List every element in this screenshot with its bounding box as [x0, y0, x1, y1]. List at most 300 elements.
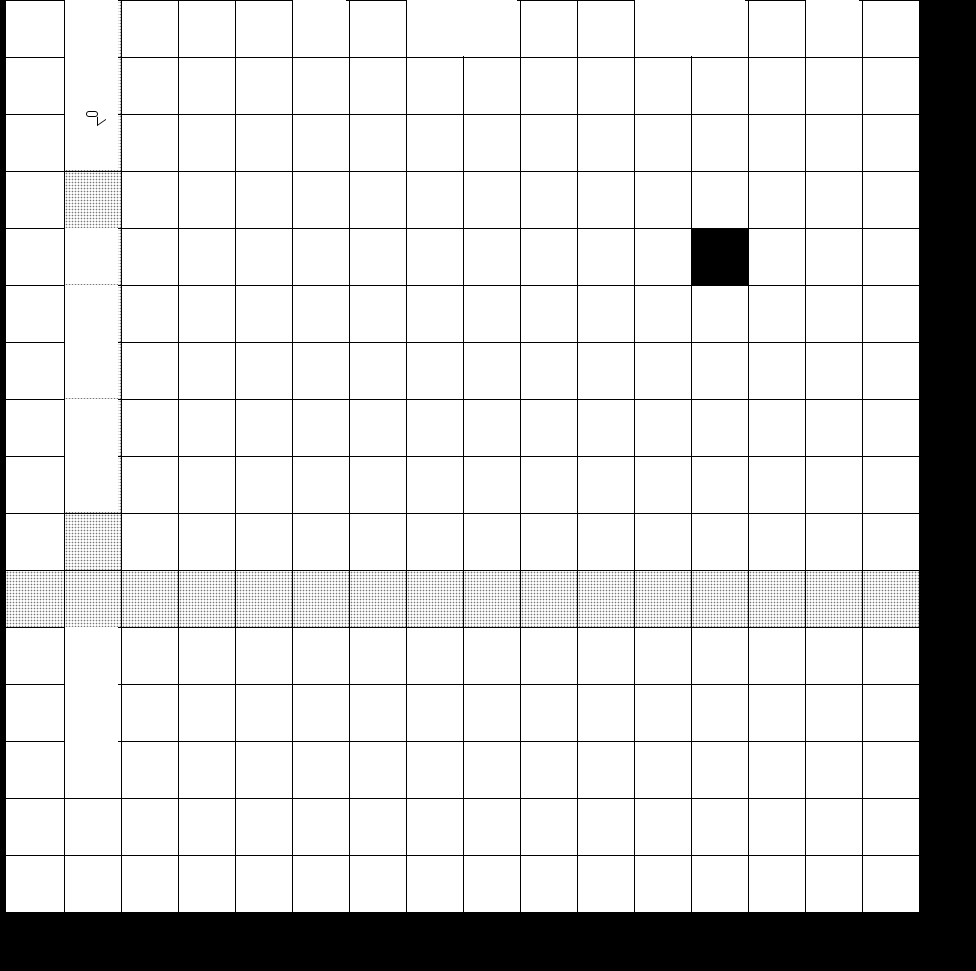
answer-cell[interactable] — [749, 799, 805, 855]
border — [0, 514, 5, 570]
answer-cell-shaded[interactable] — [578, 571, 634, 627]
border — [920, 400, 925, 456]
answer-cell[interactable] — [521, 58, 577, 114]
answer-cell[interactable] — [236, 229, 292, 285]
answer-cell-shaded[interactable] — [65, 571, 121, 627]
answer-cell[interactable] — [806, 628, 862, 684]
answer-cell[interactable] — [464, 286, 520, 342]
answer-cell[interactable] — [407, 229, 463, 285]
answer-cell[interactable] — [350, 685, 406, 741]
border — [920, 913, 925, 918]
border — [0, 685, 5, 741]
answer-cell[interactable] — [122, 400, 178, 456]
border — [920, 685, 925, 741]
answer-cell[interactable] — [6, 286, 64, 342]
answer-cell[interactable] — [6, 172, 64, 228]
answer-cell[interactable] — [749, 400, 805, 456]
answer-cell[interactable] — [407, 742, 463, 798]
answer-cell[interactable] — [521, 685, 577, 741]
answer-cell-shaded[interactable] — [806, 571, 862, 627]
border — [0, 913, 5, 918]
answer-cell[interactable] — [521, 799, 577, 855]
border — [464, 913, 520, 918]
border — [179, 913, 235, 918]
answer-cell[interactable] — [692, 685, 748, 741]
border — [920, 856, 925, 912]
answer-cell[interactable] — [692, 628, 748, 684]
answer-cell[interactable] — [236, 1, 292, 57]
answer-cell[interactable] — [293, 457, 349, 513]
clue-pitkaan — [65, 741, 118, 797]
answer-cell[interactable] — [749, 286, 805, 342]
answer-cell[interactable] — [578, 1, 634, 57]
answer-cell[interactable] — [407, 856, 463, 912]
answer-cell[interactable] — [749, 229, 805, 285]
border — [407, 913, 463, 918]
answer-cell[interactable] — [293, 742, 349, 798]
border — [749, 913, 805, 918]
answer-cell[interactable] — [122, 514, 178, 570]
answer-cell[interactable] — [179, 685, 235, 741]
answer-cell[interactable] — [635, 172, 691, 228]
answer-cell-shaded[interactable] — [293, 571, 349, 627]
border — [65, 913, 121, 918]
answer-cell[interactable] — [578, 343, 634, 399]
answer-cell-shaded[interactable] — [407, 571, 463, 627]
answer-cell[interactable] — [236, 115, 292, 171]
answer-cell[interactable] — [863, 343, 919, 399]
answer-cell[interactable] — [578, 799, 634, 855]
answer-cell[interactable] — [407, 685, 463, 741]
answer-cell[interactable] — [350, 400, 406, 456]
answer-cell[interactable] — [863, 115, 919, 171]
border — [920, 1, 925, 57]
border — [122, 913, 178, 918]
answer-cell[interactable] — [464, 457, 520, 513]
border — [0, 856, 5, 912]
answer-cell[interactable] — [122, 115, 178, 171]
answer-cell[interactable] — [521, 400, 577, 456]
answer-cell[interactable] — [521, 742, 577, 798]
answer-cell[interactable] — [464, 799, 520, 855]
answer-cell[interactable] — [863, 742, 919, 798]
answer-cell[interactable] — [293, 286, 349, 342]
answer-cell[interactable] — [6, 856, 64, 912]
answer-cell[interactable] — [749, 457, 805, 513]
answer-cell[interactable] — [407, 400, 463, 456]
answer-cell-shaded[interactable] — [635, 571, 691, 627]
answer-cell[interactable] — [635, 742, 691, 798]
answer-cell[interactable] — [464, 58, 520, 114]
answer-cell[interactable] — [6, 628, 64, 684]
answer-cell[interactable] — [464, 115, 520, 171]
answer-cell[interactable] — [578, 628, 634, 684]
clue-pyhimyksen-kaupunki — [65, 627, 118, 740]
answer-cell[interactable] — [578, 400, 634, 456]
answer-cell[interactable] — [407, 286, 463, 342]
border — [920, 457, 925, 513]
border — [920, 571, 925, 627]
answer-cell-shaded[interactable] — [65, 799, 121, 855]
border — [350, 913, 406, 918]
border — [863, 913, 919, 918]
border — [806, 913, 862, 918]
border — [578, 913, 634, 918]
answer-cell-shaded[interactable] — [65, 172, 121, 228]
answer-cell[interactable] — [863, 457, 919, 513]
border — [521, 913, 577, 918]
answer-cell[interactable] — [350, 229, 406, 285]
speech-bubble — [86, 111, 98, 117]
border — [920, 58, 925, 114]
answer-cell[interactable] — [122, 1, 178, 57]
answer-cell[interactable] — [179, 514, 235, 570]
answer-cell[interactable] — [350, 172, 406, 228]
clue-talta-sivulta — [806, 0, 859, 56]
answer-cell[interactable] — [6, 742, 64, 798]
answer-cell[interactable] — [635, 685, 691, 741]
answer-cell[interactable] — [122, 457, 178, 513]
answer-cell[interactable] — [236, 685, 292, 741]
answer-cell[interactable] — [6, 400, 64, 456]
answer-cell[interactable] — [236, 514, 292, 570]
answer-cell[interactable] — [464, 628, 520, 684]
answer-cell[interactable] — [578, 685, 634, 741]
answer-cell[interactable] — [350, 58, 406, 114]
answer-cell-shaded[interactable] — [749, 571, 805, 627]
answer-cell[interactable] — [464, 856, 520, 912]
answer-cell[interactable] — [806, 115, 862, 171]
answer-cell[interactable] — [350, 856, 406, 912]
answer-cell[interactable] — [6, 514, 64, 570]
answer-cell[interactable] — [806, 685, 862, 741]
answer-cell[interactable] — [179, 799, 235, 855]
answer-cell[interactable] — [407, 58, 463, 114]
answer-cell[interactable] — [749, 1, 805, 57]
answer-cell[interactable] — [122, 172, 178, 228]
answer-cell[interactable] — [122, 856, 178, 912]
answer-cell[interactable] — [863, 799, 919, 855]
answer-cell[interactable] — [236, 457, 292, 513]
answer-cell[interactable] — [578, 742, 634, 798]
border — [692, 913, 748, 918]
answer-cell[interactable] — [464, 172, 520, 228]
answer-cell[interactable] — [578, 457, 634, 513]
answer-cell[interactable] — [749, 685, 805, 741]
border — [920, 742, 925, 798]
answer-cell[interactable] — [122, 343, 178, 399]
border — [920, 229, 925, 285]
border — [0, 400, 5, 456]
answer-cell[interactable] — [806, 799, 862, 855]
answer-cell[interactable] — [635, 115, 691, 171]
answer-cell[interactable] — [179, 457, 235, 513]
answer-cell[interactable] — [806, 514, 862, 570]
border — [920, 799, 925, 855]
answer-cell[interactable] — [236, 799, 292, 855]
answer-cell[interactable] — [692, 742, 748, 798]
answer-cell-shaded[interactable] — [236, 571, 292, 627]
clue-kuljetettava — [293, 0, 346, 56]
answer-cell[interactable] — [806, 856, 862, 912]
answer-cell[interactable] — [806, 286, 862, 342]
answer-cell[interactable] — [179, 229, 235, 285]
answer-cell[interactable] — [293, 400, 349, 456]
answer-cell[interactable] — [6, 343, 64, 399]
answer-cell[interactable] — [635, 229, 691, 285]
answer-cell[interactable] — [464, 742, 520, 798]
answer-cell[interactable] — [521, 229, 577, 285]
border — [0, 742, 5, 798]
answer-cell[interactable] — [863, 229, 919, 285]
answer-cell[interactable] — [578, 115, 634, 171]
answer-cell[interactable] — [350, 1, 406, 57]
answer-cell[interactable] — [350, 457, 406, 513]
answer-cell[interactable] — [863, 1, 919, 57]
answer-cell-shaded[interactable] — [6, 571, 64, 627]
border — [0, 286, 5, 342]
answer-cell[interactable] — [6, 457, 64, 513]
answer-cell[interactable] — [350, 343, 406, 399]
answer-cell[interactable] — [407, 799, 463, 855]
answer-cell[interactable] — [635, 58, 691, 114]
border — [920, 514, 925, 570]
answer-cell[interactable] — [293, 343, 349, 399]
answer-cell[interactable] — [578, 58, 634, 114]
border — [0, 571, 5, 627]
answer-cell[interactable] — [806, 742, 862, 798]
answer-cell[interactable] — [749, 115, 805, 171]
answer-cell[interactable] — [521, 628, 577, 684]
answer-cell[interactable] — [863, 685, 919, 741]
answer-cell[interactable] — [350, 742, 406, 798]
answer-cell[interactable] — [692, 514, 748, 570]
answer-cell[interactable] — [293, 58, 349, 114]
clue-opin-kylla — [65, 57, 118, 170]
answer-cell[interactable] — [521, 856, 577, 912]
answer-cell[interactable] — [806, 58, 862, 114]
border — [920, 115, 925, 171]
answer-cell[interactable] — [407, 514, 463, 570]
answer-cell[interactable] — [578, 856, 634, 912]
answer-cell-shaded[interactable] — [464, 571, 520, 627]
answer-cell[interactable] — [236, 343, 292, 399]
border — [6, 913, 64, 918]
answer-cell[interactable] — [692, 457, 748, 513]
answer-cell[interactable] — [350, 286, 406, 342]
answer-cell[interactable] — [806, 172, 862, 228]
answer-cell[interactable] — [6, 58, 64, 114]
answer-cell[interactable] — [122, 742, 178, 798]
answer-cell[interactable] — [122, 286, 178, 342]
answer-cell[interactable] — [293, 799, 349, 855]
border — [0, 172, 5, 228]
border — [635, 913, 691, 918]
border — [0, 799, 5, 855]
answer-cell[interactable] — [293, 628, 349, 684]
answer-cell[interactable] — [293, 172, 349, 228]
answer-cell[interactable] — [863, 400, 919, 456]
answer-cell[interactable] — [749, 856, 805, 912]
answer-cell[interactable] — [635, 514, 691, 570]
clue-ujo-kuva-kreikassa — [635, 0, 745, 56]
answer-cell-shaded[interactable] — [65, 514, 121, 570]
border — [0, 58, 5, 114]
answer-cell[interactable] — [749, 628, 805, 684]
clue-pitkaraajaiset — [65, 399, 118, 512]
answer-cell[interactable] — [692, 58, 748, 114]
answer-cell[interactable] — [350, 628, 406, 684]
answer-cell[interactable] — [521, 172, 577, 228]
answer-cell[interactable] — [635, 286, 691, 342]
clue-tipu — [65, 858, 118, 898]
border — [293, 913, 349, 918]
answer-cell[interactable] — [122, 799, 178, 855]
answer-cell[interactable] — [293, 514, 349, 570]
answer-cell[interactable] — [521, 343, 577, 399]
answer-cell[interactable] — [635, 343, 691, 399]
answer-cell[interactable] — [236, 628, 292, 684]
answer-cell[interactable] — [863, 286, 919, 342]
answer-cell[interactable] — [6, 685, 64, 741]
answer-cell[interactable] — [806, 457, 862, 513]
answer-cell[interactable] — [749, 58, 805, 114]
answer-cell[interactable] — [692, 856, 748, 912]
answer-cell[interactable] — [863, 856, 919, 912]
answer-cell[interactable] — [806, 400, 862, 456]
answer-cell[interactable] — [464, 685, 520, 741]
answer-cell-shaded[interactable] — [863, 571, 919, 627]
answer-cell[interactable] — [350, 115, 406, 171]
border — [0, 115, 5, 171]
answer-cell[interactable] — [6, 799, 64, 855]
answer-cell[interactable] — [6, 115, 64, 171]
border — [0, 628, 5, 684]
answer-cell[interactable] — [293, 856, 349, 912]
answer-cell[interactable] — [236, 58, 292, 114]
answer-cell[interactable] — [635, 457, 691, 513]
border — [0, 343, 5, 399]
answer-cell[interactable] — [179, 1, 235, 57]
border — [920, 172, 925, 228]
answer-cell[interactable] — [749, 172, 805, 228]
border — [920, 343, 925, 399]
border — [920, 286, 925, 342]
border — [920, 628, 925, 684]
answer-cell[interactable] — [635, 628, 691, 684]
answer-cell[interactable] — [293, 685, 349, 741]
answer-cell[interactable] — [179, 400, 235, 456]
answer-cell[interactable] — [407, 457, 463, 513]
clue-kaksimastoinen — [407, 0, 517, 56]
answer-cell[interactable] — [692, 115, 748, 171]
answer-cell[interactable] — [464, 343, 520, 399]
answer-cell-shaded[interactable] — [350, 571, 406, 627]
answer-cell[interactable] — [236, 286, 292, 342]
answer-cell[interactable] — [578, 286, 634, 342]
answer-cell[interactable] — [692, 172, 748, 228]
answer-cell[interactable] — [692, 343, 748, 399]
answer-cell[interactable] — [6, 1, 64, 57]
answer-cell[interactable] — [179, 286, 235, 342]
answer-cell[interactable] — [635, 400, 691, 456]
answer-cell[interactable] — [464, 514, 520, 570]
answer-cell[interactable] — [692, 400, 748, 456]
answer-cell[interactable] — [179, 58, 235, 114]
answer-cell[interactable] — [236, 172, 292, 228]
answer-cell[interactable] — [521, 286, 577, 342]
answer-cell[interactable] — [521, 514, 577, 570]
answer-cell[interactable] — [350, 799, 406, 855]
answer-cell-shaded[interactable] — [122, 571, 178, 627]
answer-cell[interactable] — [122, 685, 178, 741]
border — [0, 457, 5, 513]
answer-cell[interactable] — [293, 115, 349, 171]
answer-cell[interactable] — [179, 343, 235, 399]
answer-cell[interactable] — [863, 514, 919, 570]
answer-cell[interactable] — [578, 514, 634, 570]
answer-cell[interactable] — [635, 856, 691, 912]
answer-cell[interactable] — [806, 343, 862, 399]
answer-cell[interactable] — [806, 229, 862, 285]
answer-cell[interactable] — [692, 286, 748, 342]
answer-cell[interactable] — [122, 58, 178, 114]
answer-cell[interactable] — [521, 115, 577, 171]
answer-cell[interactable] — [635, 799, 691, 855]
answer-cell[interactable] — [749, 343, 805, 399]
answer-cell[interactable] — [122, 628, 178, 684]
answer-cell[interactable] — [179, 742, 235, 798]
answer-cell[interactable] — [350, 514, 406, 570]
answer-cell[interactable] — [179, 856, 235, 912]
answer-cell[interactable] — [578, 229, 634, 285]
clue-tukkiihuokosia — [65, 285, 118, 398]
answer-cell[interactable] — [521, 457, 577, 513]
answer-cell[interactable] — [293, 229, 349, 285]
answer-cell[interactable] — [692, 799, 748, 855]
answer-cell[interactable] — [407, 115, 463, 171]
answer-cell[interactable] — [749, 514, 805, 570]
answer-cell[interactable] — [236, 856, 292, 912]
answer-cell[interactable] — [578, 172, 634, 228]
answer-cell[interactable] — [407, 628, 463, 684]
answer-cell-shaded[interactable] — [692, 571, 748, 627]
answer-cell[interactable] — [236, 400, 292, 456]
answer-cell[interactable] — [464, 229, 520, 285]
border — [0, 1, 5, 57]
answer-cell — [692, 229, 748, 285]
answer-cell[interactable] — [236, 742, 292, 798]
answer-cell[interactable] — [407, 343, 463, 399]
answer-cell-shaded[interactable] — [521, 571, 577, 627]
answer-cell[interactable] — [179, 172, 235, 228]
answer-cell[interactable] — [863, 172, 919, 228]
answer-cell[interactable] — [179, 628, 235, 684]
border — [0, 229, 5, 285]
answer-cell[interactable] — [863, 58, 919, 114]
answer-cell[interactable] — [863, 628, 919, 684]
border — [236, 913, 292, 918]
answer-cell[interactable] — [464, 400, 520, 456]
answer-cell-shaded[interactable] — [179, 571, 235, 627]
clue-kansanaine — [65, 228, 118, 284]
answer-cell[interactable] — [6, 229, 64, 285]
answer-cell[interactable] — [749, 742, 805, 798]
answer-cell[interactable] — [179, 115, 235, 171]
answer-cell[interactable] — [122, 229, 178, 285]
answer-cell[interactable] — [521, 1, 577, 57]
answer-cell[interactable] — [407, 172, 463, 228]
